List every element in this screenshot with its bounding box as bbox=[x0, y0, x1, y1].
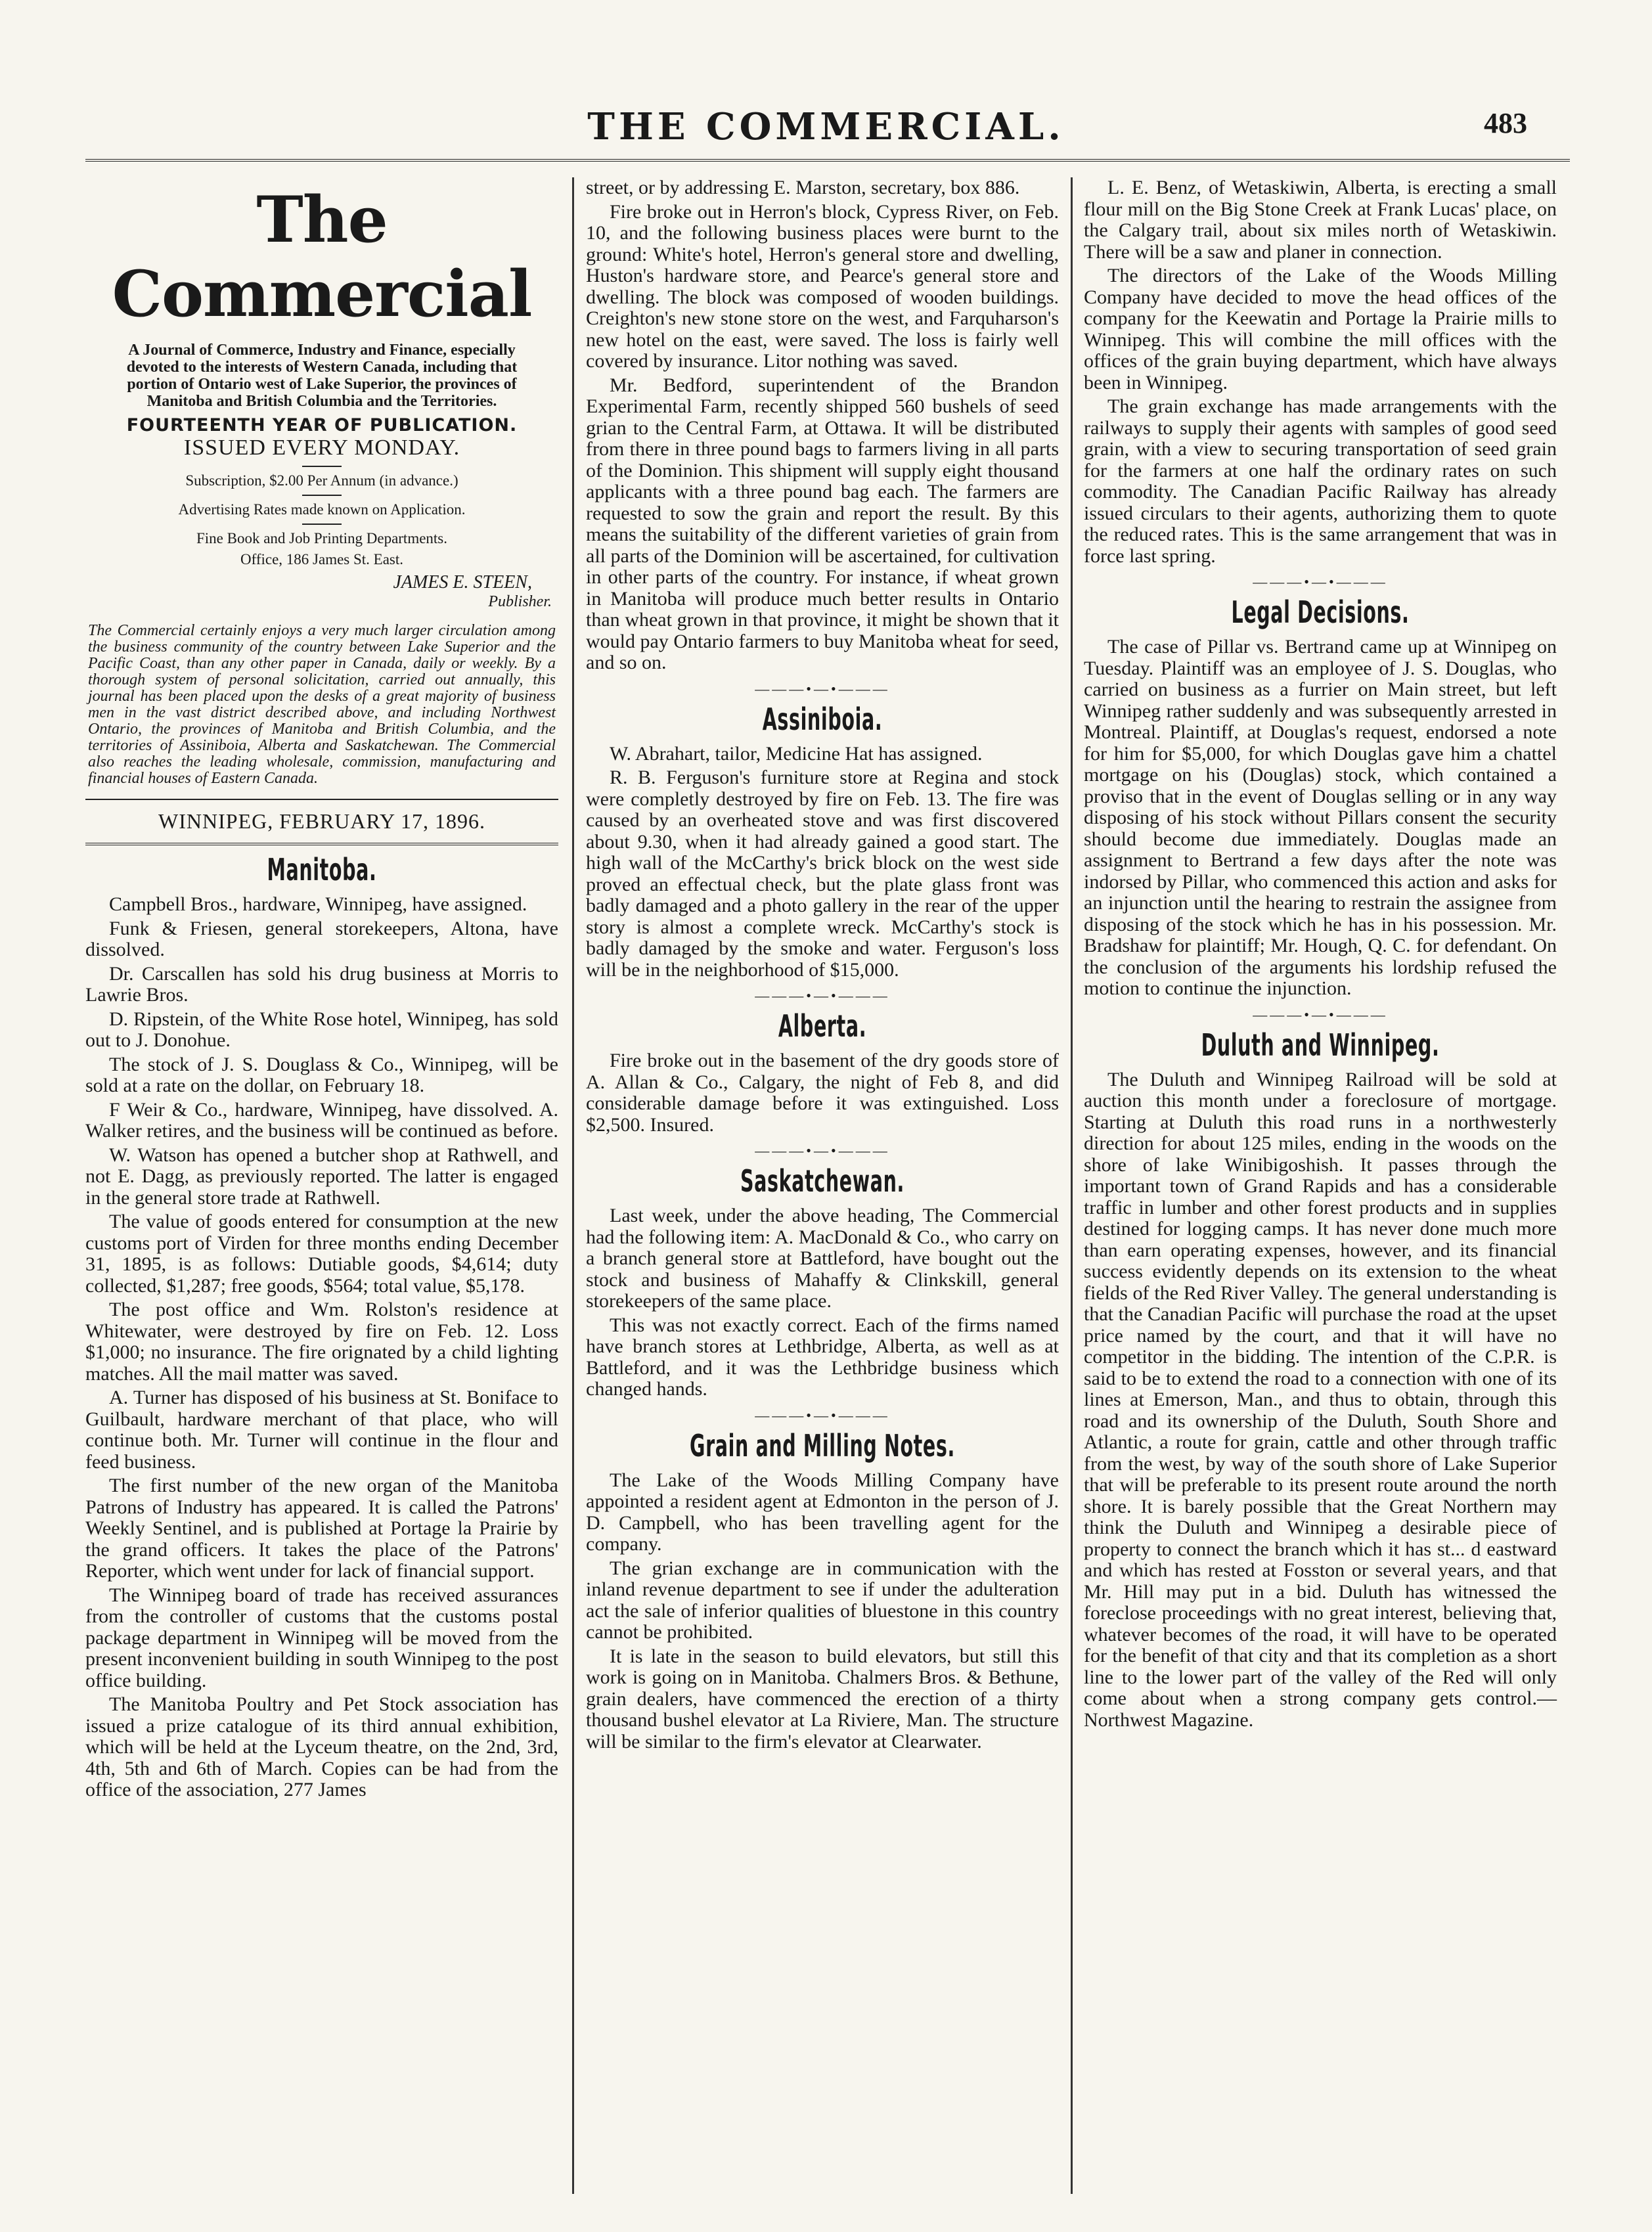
paragraph: Mr. Bedford, superintendent of the Brandon Experimental Farm, recently shipped 560 bushels of seed grian to the Central Farm, at Ottawa. It will be distributed from there in three pound bags to farmers living in all parts of the Dominion. This shipment will supply eight thousand applicants with a three pound bag each. The farmers are requested to sow the grain and report the result. By this means the suitability of the different varieties of grain from all parts of the Dominion will be ascertained, for cultivation in other parts of the country. For instance, if wheat grown in Manitoba will produce much better results in Ontario than wheat grown in that province, it might be shown that it would pay Ontario farmers to buy Manitoba wheat for seed, and so on. bbox=[586, 374, 1059, 673]
paragraph: The grain exchange has made arrangements with the railways to supply their agents with samples of good seed grain, with a view to securing transportation of seed grain for the farmers at one half the ordinary rates on such commodity. The Canadian Pacific Railway has already issued circulars to their agents, authorizing them to quote the reduced rates. This is the same arrangement that was in force last spring. bbox=[1084, 395, 1557, 567]
paragraph: The value of goods entered for consumption at the new customs port of Virden for three months ending December 31, 1895, is as follows: Dutiable goods, $4,614; duty collected, $1,287; free goods, $564; total value, $5,178. bbox=[85, 1211, 558, 1297]
publisher-title: Publisher. bbox=[488, 593, 552, 610]
divider bbox=[302, 524, 342, 525]
paragraph: The directors of the Lake of the Woods Milling Company have decided to move the head offices of the company for the Keewatin and Portage la Prairie mills to Winnipeg. This will combine the mill offices with the offices of the grain buying department, which have always been in Winnipeg. bbox=[1084, 265, 1557, 393]
section-separator bbox=[586, 1142, 1059, 1159]
paragraph: The Winnipeg board of trade has received assurances from the controller of customs that the customs postal package department in Winnipeg will be moved from the present inconvenient building in south Winnipeg to the post office building. bbox=[85, 1584, 558, 1691]
section-heading-assiniboia: Assiniboia. bbox=[762, 701, 883, 737]
divider bbox=[302, 466, 342, 467]
section-heading-saskatchewan: Saskatchewan. bbox=[740, 1163, 904, 1199]
divider bbox=[302, 495, 342, 496]
paragraph: The grian exchange are in communication with the inland revenue department to see if under the adulteration act the sale of inferior qualities of bluestone in this country cannot be prohibited. bbox=[586, 1557, 1059, 1643]
column-rule-2 bbox=[1071, 177, 1073, 2194]
dateline: WINNIPEG, FEBRUARY 17, 1896. bbox=[85, 799, 558, 845]
section-separator bbox=[586, 987, 1059, 1004]
section-heading-manitoba: Manitoba. bbox=[267, 852, 377, 887]
paragraph: F Weir & Co., hardware, Winnipeg, have dissolved. A. Walker retires, and the business will be continued as before. bbox=[85, 1098, 558, 1142]
masthead bbox=[85, 183, 558, 845]
paragraph: The post office and Wm. Rolston's residence at Whitewater, were destroyed by fire on Feb. 12. Loss $1,000; no insurance. The fire orignated by a child lighting matches. All the mail matter was saved. bbox=[85, 1299, 558, 1385]
masthead-description: A Journal of Commerce, Industry and Finance, especially devoted to the interests of Western Canada, including that portion of Ontario west of Lake Superior, the provinces of Manitoba and British Columbia and the Territories. bbox=[126, 342, 518, 410]
running-title: THE COMMERCIAL. bbox=[587, 105, 1065, 148]
section-separator bbox=[586, 1407, 1059, 1424]
printing-line: Fine Book and Job Printing Departments. bbox=[196, 530, 448, 547]
publisher-name: JAMES E. STEEN, bbox=[393, 572, 532, 592]
paragraph: The case of Pillar vs. Bertrand came up at Winnipeg on Tuesday. Plaintiff was an employee of J. S. Douglas, who carried on business as a furrier on Main street, but left Winnipeg rather suddenly and was subsequently arrested in Montreal. Plaintiff, at Douglas's request, endorsed a note for him for $5,000, for which Douglas gave him a chattel mortgage on his (Douglas) stock, which contained a proviso that in the event of Douglas selling or in any way disposing of his stock without Pillars consent the security should become due immediately. Douglas made an assignment to Bertrand a few days after the note was indorsed by Pillar, who commenced this action and asks for an injunction until the hearing to restrain the assignee from disposing of the stock which he has in his possession. Mr. Bradshaw for plaintiff; Mr. Hough, Q. C. for defendant. On the conclusion of the arguments his lordship refused the motion to continue the injunction. bbox=[1084, 636, 1557, 999]
paragraph: The Lake of the Woods Milling Company have appointed a resident agent at Edmonton in the person of J. D. Campbell, who has been travelling agent for the company. bbox=[586, 1469, 1059, 1555]
paragraph: The first number of the new organ of the Manitoba Patrons of Industry has appeared. It is called the Patrons' Weekly Sentinel, and is published at Portage la Prairie by the grand officers. It takes the place of the Patrons' Reporter, which went under for lack of financial support. bbox=[85, 1475, 558, 1582]
advertising-line: Advertising Rates made known on Application. bbox=[178, 501, 466, 518]
section-heading-duluth: Duluth and Winnipeg. bbox=[1201, 1027, 1440, 1063]
paragraph: The Duluth and Winnipeg Railroad will be sold at auction this month under a foreclosure of mortgage. Starting at Duluth this road runs in a northwesterly direction for about 125 miles, ending in the woods on the shore of lake Winibigoshish. It passes through the important town of Grand Rapids and has a considerable traffic in lumber and other forest products and in supplies destined for logging camps. It has never done much more than earn operating expenses, however, and its financial success evidently depends on its extension to the wheat fields of the Red River Valley. The general understanding is that the Canadian Pacific will purchase the road at the upset price named by the court, and that it will have no competitor in the bidding. The intention of the C.P.R. is said to be to extend the road to a connection with one of its lines at Emerson, Man., and thus to obtain, through this road and its ownership of the Duluth, South Shore and Atlantic, a route for grain, cattle and other through traffic from the west, by way of the south shore of Lake Superior that will be preferable to its present route around the north shore. It is barely possible that the Great Northern may think the Duluth and Winnipeg a desirable piece of property to connect the branch which it has st... d eastward and which has rested at Fosston or several years, and that Mr. Hill may put in a bid. Duluth has witnessed the foreclose proceedings with no great interest, believing that, whatever becomes of the road, it will have to be operated for the benefit of that city and that its completion as a short line to the lower part of the valley of the Red will only come about when a strong company gets control.—Northwest Magazine. bbox=[1084, 1068, 1557, 1731]
page-number: 483 bbox=[1484, 107, 1527, 139]
paragraph: Last week, under the above heading, The Commercial had the following item: A. MacDonald & Co., who carry on a branch general store at Battleford, have bought out the stock and business of Mahaffy & Clinkskill, general storekeepers of the same place. bbox=[586, 1205, 1059, 1312]
paragraph: street, or by addressing E. Marston, secretary, box 886. bbox=[586, 177, 1020, 198]
circulation-note: The Commercial certainly enjoys a very much larger circulation among the business community of the country between Lake Superior and the Pacific Coast, than any other paper in Canada, daily or weekly. By a thorough system of personal solicitation, carried out annually, this journal has been placed upon the desks of a great majority of business men in the vast district described above, and including Northwest Ontario, the provinces of Manitoba and British Columbia, and the territories of Assiniboia, Alberta and Saskatchewan. The Commercial also reaches the leading wholesale, commission, manufacturing and financial houses of Eastern Canada. bbox=[88, 622, 556, 787]
section-heading-alberta: Alberta. bbox=[778, 1008, 867, 1044]
paragraph: A. Turner has disposed of his business at St. Boniface to Guilbault, hardware merchant of that place, who will continue both. Mr. Turner will continue in the flour and feed business. bbox=[85, 1387, 558, 1473]
paragraph: This was not exactly correct. Each of the firms named have branch stores at Lethbridge, Alberta, as well as at Battleford, and it was the Lethbridge business which changed hands. bbox=[586, 1314, 1059, 1400]
column-2 bbox=[586, 177, 1059, 1755]
section-heading-grain: Grain and Milling Notes. bbox=[690, 1427, 955, 1463]
column-1 bbox=[85, 177, 558, 1804]
header-rule bbox=[85, 159, 1570, 162]
paragraph: R. B. Ferguson's furniture store at Regina and stock were completly destroyed by fire on Feb. 13. The fire was caused by an overheated stove and was first discovered about 9.30, when it had already gained a good start. The high wall of the McCarthy's brick block on the west side proved an effectual check, but the plate glass front was badly damaged and a photo gallery in the rear of the upper story is almost a complete wreck. McCarthy's stock is badly damaged by the smoke and water. Ferguson's loss will be in the neighborhood of $15,000. bbox=[586, 767, 1059, 981]
subscription-line: Subscription, $2.00 Per Annum (in advance.) bbox=[185, 472, 458, 489]
paragraph: W. Watson has opened a butcher shop at Rathwell, and not E. Dagg, as previously reported. The latter is engaged in the general store trade at Rathwell. bbox=[85, 1144, 558, 1209]
paragraph: Fire broke out in the basement of the dry goods store of A. Allan & Co., Calgary, the night of Feb 8, and did considerable damage before it was extinguished. Loss $2,500. Insured. bbox=[586, 1050, 1059, 1136]
section-separator bbox=[1084, 573, 1557, 591]
section-separator bbox=[586, 681, 1059, 698]
paragraph: Fire broke out in Herron's block, Cypress River, on Feb. 10, and the following business places were burnt to the ground: White's hotel, Herron's general store and dwelling, Huston's hardware store, and Pearce's general store and dwelling. The block was composed of wooden buildings. Creighton's new stone store on the west, and Farquharson's new hotel on the east, were saved. The loss is fairly well covered by insurance. Litor nothing was saved. bbox=[586, 200, 1059, 372]
paragraph: Campbell Bros., hardware, Winnipeg, have assigned. bbox=[109, 893, 527, 915]
column-3 bbox=[1084, 177, 1557, 1733]
masthead-title: The Commercial bbox=[112, 183, 532, 331]
section-separator bbox=[1084, 1006, 1557, 1023]
section-heading-legal: Legal Decisions. bbox=[1231, 594, 1410, 630]
office-line: Office, 186 James St. East. bbox=[240, 551, 404, 568]
paragraph: W. Abrahart, tailor, Medicine Hat has assigned. bbox=[610, 742, 983, 765]
issued-line: ISSUED EVERY MONDAY. bbox=[183, 435, 460, 460]
paragraph: The Manitoba Poultry and Pet Stock association has issued a prize catalogue of its third annual exhibition, which will be held at the Lyceum theatre, on the 2nd, 3rd, 4th, 5th and 6th of March. Copies can be had from the office of the association, 277 James bbox=[85, 1693, 558, 1800]
paragraph: Dr. Carscallen has sold his drug business at Morris to Lawrie Bros. bbox=[85, 962, 558, 1006]
paragraph: D. Ripstein, of the White Rose hotel, Winnipeg, has sold out to J. Donohue. bbox=[85, 1008, 558, 1051]
paragraph: It is late in the season to build elevators, but still this work is going on in Manitoba. Chalmers Bros. & Bethune, grain dealers, have commenced the erection of a thirty thousand bushel elevator at La Riviere, Man. The structure will be similar to the firm's elevator at Clearwater. bbox=[586, 1645, 1059, 1752]
column-rule-1 bbox=[572, 177, 574, 2194]
paragraph: The stock of J. S. Douglass & Co., Winnipeg, will be sold at a rate on the dollar, on February 18. bbox=[85, 1053, 558, 1096]
paragraph: Funk & Friesen, general storekeepers, Altona, have dissolved. bbox=[85, 917, 558, 960]
publication-year: FOURTEENTH YEAR OF PUBLICATION. bbox=[126, 415, 518, 435]
paragraph: L. E. Benz, of Wetaskiwin, Alberta, is erecting a small flour mill on the Big Stone Creek at Frank Lucas' place, on the Calgary trail, about six miles north of Wetaskiwin. There will be a saw and planer in connection. bbox=[1084, 177, 1557, 263]
